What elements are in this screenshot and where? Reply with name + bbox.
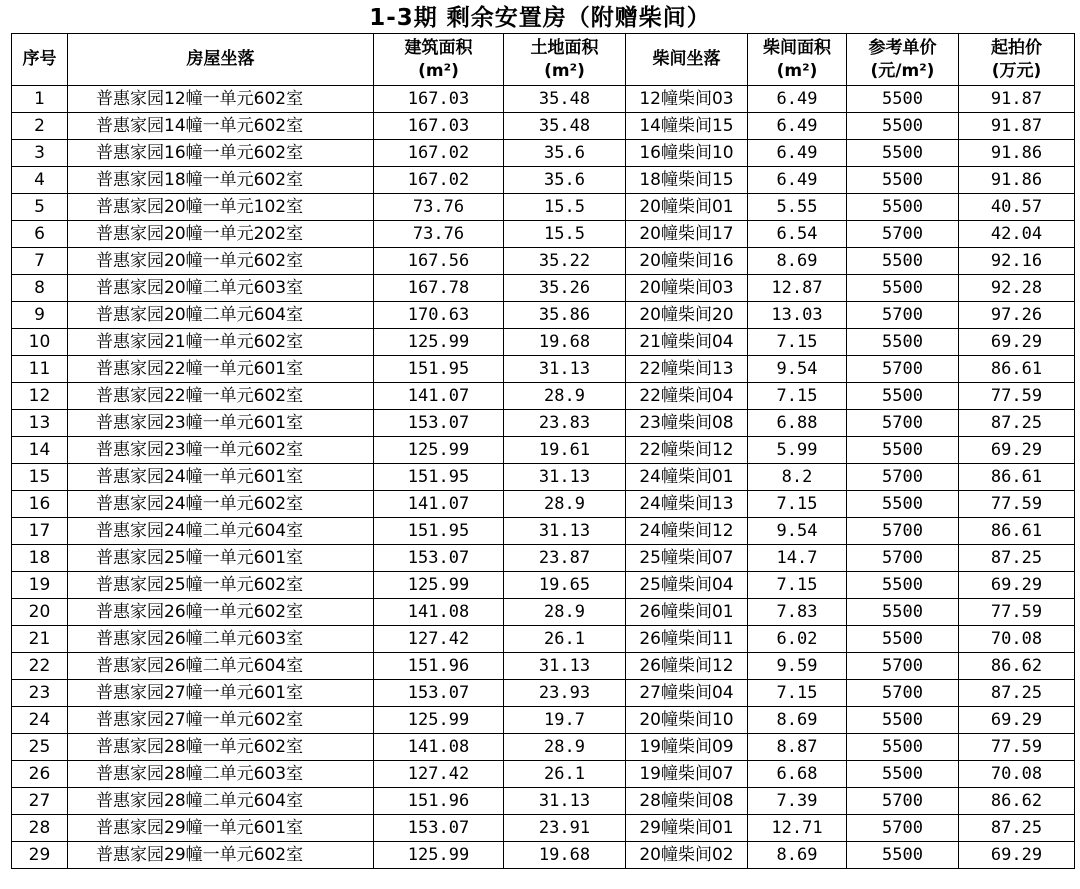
- cell-col-shed-location: 21幢柴间04: [626, 329, 748, 356]
- cell-col-shed-location: 24幢柴间12: [626, 518, 748, 545]
- cell-col-index: 15: [12, 464, 68, 491]
- cell-col-index: 19: [12, 572, 68, 599]
- table-row: [12, 167, 1075, 194]
- cell-col-land-area: 35.26: [504, 275, 626, 302]
- housing-table: [11, 33, 1075, 869]
- table-row: [12, 464, 1075, 491]
- cell-col-land-area: 19.7: [504, 707, 626, 734]
- table-row: [12, 221, 1075, 248]
- cell-col-shed-location: 20幢柴间16: [626, 248, 748, 275]
- cell-col-shed-area: 12.87: [748, 275, 847, 302]
- cell-col-building-area: 167.03: [374, 86, 504, 113]
- header-label: 土地面积: [530, 37, 599, 58]
- header-col-land-area: [504, 34, 626, 86]
- cell-col-building-area: 151.96: [374, 653, 504, 680]
- cell-col-shed-area: 6.88: [748, 410, 847, 437]
- cell-col-index: 22: [12, 653, 68, 680]
- cell-col-index: 20: [12, 599, 68, 626]
- cell-col-building-area: 73.76: [374, 221, 504, 248]
- cell-col-index: 29: [12, 842, 68, 869]
- cell-col-unit-price: 5500: [847, 167, 959, 194]
- cell-col-starting-price: 77.59: [959, 383, 1075, 410]
- cell-col-index: 21: [12, 626, 68, 653]
- cell-col-building-area: 167.02: [374, 140, 504, 167]
- cell-col-location: 普惠家园26幢二单元604室: [68, 653, 374, 680]
- table-row: [12, 437, 1075, 464]
- cell-col-unit-price: 5700: [847, 788, 959, 815]
- table-row: [12, 761, 1075, 788]
- table-row: [12, 626, 1075, 653]
- cell-col-index: 8: [12, 275, 68, 302]
- header-label: 建筑面积: [404, 37, 473, 58]
- cell-col-land-area: 26.1: [504, 626, 626, 653]
- cell-col-land-area: 35.48: [504, 86, 626, 113]
- cell-col-unit-price: 5500: [847, 140, 959, 167]
- table-row: [12, 302, 1075, 329]
- cell-col-shed-area: 14.7: [748, 545, 847, 572]
- table-row: [12, 248, 1075, 275]
- cell-col-land-area: 35.6: [504, 167, 626, 194]
- cell-col-starting-price: 92.16: [959, 248, 1075, 275]
- cell-col-starting-price: 87.25: [959, 680, 1075, 707]
- cell-col-shed-area: 9.59: [748, 653, 847, 680]
- cell-col-location: 普惠家园20幢二单元603室: [68, 275, 374, 302]
- cell-col-index: 17: [12, 518, 68, 545]
- table-row: [12, 734, 1075, 761]
- cell-col-shed-area: 6.49: [748, 167, 847, 194]
- cell-col-unit-price: 5700: [847, 518, 959, 545]
- header-col-location: [68, 34, 374, 86]
- table-row: [12, 383, 1075, 410]
- cell-col-shed-area: 8.69: [748, 842, 847, 869]
- cell-col-unit-price: 5500: [847, 626, 959, 653]
- header-unit: (元/m²): [870, 60, 935, 81]
- cell-col-location: 普惠家园16幢一单元602室: [68, 140, 374, 167]
- cell-col-unit-price: 5500: [847, 572, 959, 599]
- cell-col-shed-location: 20幢柴间03: [626, 275, 748, 302]
- cell-col-index: 1: [12, 86, 68, 113]
- cell-col-building-area: 151.95: [374, 518, 504, 545]
- table-row: [12, 788, 1075, 815]
- cell-col-location: 普惠家园23幢一单元602室: [68, 437, 374, 464]
- cell-col-shed-area: 9.54: [748, 518, 847, 545]
- cell-col-index: 9: [12, 302, 68, 329]
- header-col-index: [12, 34, 68, 86]
- cell-col-index: 23: [12, 680, 68, 707]
- cell-col-shed-location: 22幢柴间13: [626, 356, 748, 383]
- cell-col-shed-location: 20幢柴间20: [626, 302, 748, 329]
- cell-col-unit-price: 5500: [847, 86, 959, 113]
- cell-col-starting-price: 42.04: [959, 221, 1075, 248]
- cell-col-building-area: 167.56: [374, 248, 504, 275]
- cell-col-land-area: 31.13: [504, 653, 626, 680]
- cell-col-building-area: 125.99: [374, 329, 504, 356]
- header-label: 柴间坐落: [652, 49, 721, 69]
- cell-col-land-area: 15.5: [504, 194, 626, 221]
- cell-col-unit-price: 5700: [847, 356, 959, 383]
- cell-col-index: 25: [12, 734, 68, 761]
- cell-col-building-area: 170.63: [374, 302, 504, 329]
- cell-col-shed-area: 7.15: [748, 491, 847, 518]
- cell-col-index: 18: [12, 545, 68, 572]
- cell-col-shed-location: 25幢柴间04: [626, 572, 748, 599]
- cell-col-index: 5: [12, 194, 68, 221]
- cell-col-starting-price: 91.86: [959, 140, 1075, 167]
- cell-col-building-area: 127.42: [374, 626, 504, 653]
- cell-col-starting-price: 92.28: [959, 275, 1075, 302]
- cell-col-location: 普惠家园26幢二单元603室: [68, 626, 374, 653]
- cell-col-starting-price: 69.29: [959, 707, 1075, 734]
- cell-col-unit-price: 5500: [847, 734, 959, 761]
- cell-col-building-area: 73.76: [374, 194, 504, 221]
- cell-col-unit-price: 5500: [847, 329, 959, 356]
- cell-col-shed-location: 19幢柴间09: [626, 734, 748, 761]
- cell-col-land-area: 31.13: [504, 788, 626, 815]
- cell-col-unit-price: 5700: [847, 680, 959, 707]
- cell-col-location: 普惠家园26幢一单元602室: [68, 599, 374, 626]
- cell-col-unit-price: 5500: [847, 707, 959, 734]
- cell-col-unit-price: 5500: [847, 761, 959, 788]
- cell-col-location: 普惠家园22幢一单元602室: [68, 383, 374, 410]
- cell-col-starting-price: 86.62: [959, 653, 1075, 680]
- header-col-shed-location: [626, 34, 748, 86]
- cell-col-land-area: 31.13: [504, 518, 626, 545]
- cell-col-location: 普惠家园28幢一单元602室: [68, 734, 374, 761]
- cell-col-shed-location: 23幢柴间08: [626, 410, 748, 437]
- cell-col-land-area: 28.9: [504, 383, 626, 410]
- cell-col-unit-price: 5700: [847, 815, 959, 842]
- cell-col-shed-area: 7.15: [748, 383, 847, 410]
- header-col-building-area: [374, 34, 504, 86]
- cell-col-shed-location: 22幢柴间04: [626, 383, 748, 410]
- cell-col-location: 普惠家园28幢二单元603室: [68, 761, 374, 788]
- cell-col-shed-location: 26幢柴间01: [626, 599, 748, 626]
- cell-col-land-area: 35.48: [504, 113, 626, 140]
- cell-col-land-area: 35.6: [504, 140, 626, 167]
- cell-col-unit-price: 5700: [847, 464, 959, 491]
- cell-col-shed-location: 14幢柴间15: [626, 113, 748, 140]
- table-row: [12, 680, 1075, 707]
- cell-col-index: 16: [12, 491, 68, 518]
- cell-col-location: 普惠家园27幢一单元601室: [68, 680, 374, 707]
- cell-col-shed-location: 20幢柴间17: [626, 221, 748, 248]
- cell-col-index: 24: [12, 707, 68, 734]
- cell-col-location: 普惠家园25幢一单元601室: [68, 545, 374, 572]
- cell-col-building-area: 167.03: [374, 113, 504, 140]
- header-unit: (m²): [544, 60, 585, 81]
- cell-col-shed-location: 20幢柴间01: [626, 194, 748, 221]
- cell-col-building-area: 141.08: [374, 599, 504, 626]
- cell-col-shed-area: 8.69: [748, 707, 847, 734]
- header-row: [12, 34, 1075, 86]
- cell-col-land-area: 23.87: [504, 545, 626, 572]
- cell-col-unit-price: 5500: [847, 437, 959, 464]
- cell-col-building-area: 151.95: [374, 356, 504, 383]
- cell-col-land-area: 15.5: [504, 221, 626, 248]
- cell-col-starting-price: 69.29: [959, 329, 1075, 356]
- cell-col-shed-location: 26幢柴间11: [626, 626, 748, 653]
- cell-col-index: 7: [12, 248, 68, 275]
- cell-col-index: 28: [12, 815, 68, 842]
- cell-col-building-area: 125.99: [374, 437, 504, 464]
- cell-col-building-area: 153.07: [374, 545, 504, 572]
- cell-col-index: 27: [12, 788, 68, 815]
- cell-col-location: 普惠家园29幢一单元602室: [68, 842, 374, 869]
- header-unit: (m²): [776, 60, 818, 81]
- cell-col-location: 普惠家园20幢一单元202室: [68, 221, 374, 248]
- cell-col-index: 13: [12, 410, 68, 437]
- cell-col-shed-area: 7.15: [748, 572, 847, 599]
- cell-col-location: 普惠家园29幢一单元601室: [68, 815, 374, 842]
- cell-col-index: 11: [12, 356, 68, 383]
- cell-col-shed-area: 6.54: [748, 221, 847, 248]
- cell-col-location: 普惠家园12幢一单元602室: [68, 86, 374, 113]
- cell-col-location: 普惠家园20幢一单元602室: [68, 248, 374, 275]
- cell-col-unit-price: 5500: [847, 248, 959, 275]
- header-label: 参考单价: [868, 37, 937, 58]
- cell-col-shed-area: 13.03: [748, 302, 847, 329]
- table-row: [12, 194, 1075, 221]
- cell-col-land-area: 31.13: [504, 356, 626, 383]
- cell-col-unit-price: 5700: [847, 545, 959, 572]
- cell-col-land-area: 31.13: [504, 464, 626, 491]
- cell-col-building-area: 153.07: [374, 410, 504, 437]
- cell-col-location: 普惠家园14幢一单元602室: [68, 113, 374, 140]
- cell-col-location: 普惠家园24幢一单元602室: [68, 491, 374, 518]
- table-row: [12, 329, 1075, 356]
- cell-col-land-area: 19.65: [504, 572, 626, 599]
- table-row: [12, 113, 1075, 140]
- cell-col-shed-location: 20幢柴间10: [626, 707, 748, 734]
- header-col-unit-price: [847, 34, 959, 86]
- cell-col-location: 普惠家园28幢二单元604室: [68, 788, 374, 815]
- header-label: 柴间面积: [763, 37, 831, 58]
- cell-col-unit-price: 5500: [847, 383, 959, 410]
- cell-col-shed-area: 6.49: [748, 86, 847, 113]
- cell-col-starting-price: 86.61: [959, 518, 1075, 545]
- table-row: [12, 599, 1075, 626]
- cell-col-land-area: 26.1: [504, 761, 626, 788]
- cell-col-shed-area: 5.99: [748, 437, 847, 464]
- header-col-starting-price: [959, 34, 1075, 86]
- cell-col-unit-price: 5700: [847, 653, 959, 680]
- cell-col-building-area: 151.96: [374, 788, 504, 815]
- cell-col-building-area: 141.08: [374, 734, 504, 761]
- cell-col-shed-location: 25幢柴间07: [626, 545, 748, 572]
- cell-col-index: 4: [12, 167, 68, 194]
- cell-col-starting-price: 40.57: [959, 194, 1075, 221]
- cell-col-shed-area: 7.15: [748, 680, 847, 707]
- cell-col-shed-location: 12幢柴间03: [626, 86, 748, 113]
- cell-col-land-area: 23.91: [504, 815, 626, 842]
- cell-col-building-area: 127.42: [374, 761, 504, 788]
- cell-col-shed-area: 12.71: [748, 815, 847, 842]
- cell-col-building-area: 141.07: [374, 491, 504, 518]
- cell-col-location: 普惠家园27幢一单元602室: [68, 707, 374, 734]
- cell-col-building-area: 167.78: [374, 275, 504, 302]
- cell-col-shed-area: 6.49: [748, 113, 847, 140]
- cell-col-starting-price: 77.59: [959, 491, 1075, 518]
- cell-col-shed-area: 5.55: [748, 194, 847, 221]
- table-row: [12, 572, 1075, 599]
- cell-col-shed-area: 6.02: [748, 626, 847, 653]
- cell-col-land-area: 19.68: [504, 842, 626, 869]
- table-row: [12, 653, 1075, 680]
- cell-col-land-area: 35.86: [504, 302, 626, 329]
- cell-col-unit-price: 5500: [847, 113, 959, 140]
- cell-col-land-area: 28.9: [504, 734, 626, 761]
- cell-col-unit-price: 5700: [847, 302, 959, 329]
- cell-col-starting-price: 97.26: [959, 302, 1075, 329]
- cell-col-land-area: 23.93: [504, 680, 626, 707]
- cell-col-index: 12: [12, 383, 68, 410]
- table-row: [12, 815, 1075, 842]
- cell-col-starting-price: 91.86: [959, 167, 1075, 194]
- cell-col-starting-price: 77.59: [959, 599, 1075, 626]
- cell-col-unit-price: 5500: [847, 275, 959, 302]
- table-row: [12, 356, 1075, 383]
- cell-col-shed-area: 6.68: [748, 761, 847, 788]
- cell-col-shed-area: 8.69: [748, 248, 847, 275]
- table-row: [12, 518, 1075, 545]
- cell-col-building-area: 125.99: [374, 842, 504, 869]
- cell-col-location: 普惠家园18幢一单元602室: [68, 167, 374, 194]
- cell-col-unit-price: 5700: [847, 221, 959, 248]
- cell-col-starting-price: 70.08: [959, 626, 1075, 653]
- header-label: 房屋坐落: [186, 49, 255, 69]
- cell-col-unit-price: 5500: [847, 194, 959, 221]
- header-label: 起拍价: [991, 37, 1042, 58]
- cell-col-index: 6: [12, 221, 68, 248]
- cell-col-shed-area: 6.49: [748, 140, 847, 167]
- cell-col-index: 10: [12, 329, 68, 356]
- table-row: [12, 275, 1075, 302]
- cell-col-shed-location: 24幢柴间13: [626, 491, 748, 518]
- cell-col-starting-price: 70.08: [959, 761, 1075, 788]
- cell-col-building-area: 125.99: [374, 572, 504, 599]
- cell-col-land-area: 28.9: [504, 599, 626, 626]
- cell-col-index: 2: [12, 113, 68, 140]
- cell-col-shed-location: 16幢柴间10: [626, 140, 748, 167]
- cell-col-starting-price: 69.29: [959, 842, 1075, 869]
- cell-col-shed-area: 7.39: [748, 788, 847, 815]
- cell-col-shed-area: 8.2: [748, 464, 847, 491]
- header-unit: (m²): [418, 60, 459, 81]
- cell-col-building-area: 151.95: [374, 464, 504, 491]
- cell-col-location: 普惠家园25幢一单元602室: [68, 572, 374, 599]
- cell-col-building-area: 153.07: [374, 815, 504, 842]
- cell-col-shed-location: 24幢柴间01: [626, 464, 748, 491]
- table-row: [12, 86, 1075, 113]
- cell-col-building-area: 153.07: [374, 680, 504, 707]
- cell-col-shed-location: 19幢柴间07: [626, 761, 748, 788]
- cell-col-starting-price: 87.25: [959, 410, 1075, 437]
- header-label: 序号: [22, 49, 57, 69]
- cell-col-unit-price: 5500: [847, 491, 959, 518]
- cell-col-unit-price: 5500: [847, 599, 959, 626]
- cell-col-starting-price: 91.87: [959, 113, 1075, 140]
- header-unit: (万元): [991, 60, 1042, 81]
- cell-col-starting-price: 87.25: [959, 545, 1075, 572]
- table-row: [12, 545, 1075, 572]
- table-row: [12, 842, 1075, 869]
- table-row: [12, 410, 1075, 437]
- cell-col-building-area: 125.99: [374, 707, 504, 734]
- cell-col-building-area: 141.07: [374, 383, 504, 410]
- cell-col-shed-area: 7.15: [748, 329, 847, 356]
- cell-col-index: 26: [12, 761, 68, 788]
- cell-col-starting-price: 86.61: [959, 464, 1075, 491]
- cell-col-starting-price: 91.87: [959, 86, 1075, 113]
- cell-col-land-area: 35.22: [504, 248, 626, 275]
- cell-col-land-area: 28.9: [504, 491, 626, 518]
- cell-col-building-area: 167.02: [374, 167, 504, 194]
- cell-col-location: 普惠家园24幢二单元604室: [68, 518, 374, 545]
- table-body: [12, 86, 1075, 869]
- cell-col-location: 普惠家园22幢一单元601室: [68, 356, 374, 383]
- cell-col-index: 3: [12, 140, 68, 167]
- cell-col-shed-location: 29幢柴间01: [626, 815, 748, 842]
- cell-col-land-area: 23.83: [504, 410, 626, 437]
- cell-col-starting-price: 86.62: [959, 788, 1075, 815]
- page-title: 1-3期 剩余安置房（附赠柴间）: [369, 5, 711, 31]
- cell-col-unit-price: 5500: [847, 842, 959, 869]
- cell-col-index: 14: [12, 437, 68, 464]
- cell-col-location: 普惠家园20幢二单元604室: [68, 302, 374, 329]
- cell-col-shed-location: 22幢柴间12: [626, 437, 748, 464]
- table-row: [12, 140, 1075, 167]
- table-row: [12, 707, 1075, 734]
- cell-col-starting-price: 77.59: [959, 734, 1075, 761]
- cell-col-unit-price: 5700: [847, 410, 959, 437]
- cell-col-shed-location: 18幢柴间15: [626, 167, 748, 194]
- cell-col-starting-price: 69.29: [959, 572, 1075, 599]
- cell-col-location: 普惠家园20幢一单元102室: [68, 194, 374, 221]
- cell-col-starting-price: 69.29: [959, 437, 1075, 464]
- table-row: [12, 491, 1075, 518]
- cell-col-land-area: 19.68: [504, 329, 626, 356]
- cell-col-shed-location: 27幢柴间04: [626, 680, 748, 707]
- cell-col-shed-location: 20幢柴间02: [626, 842, 748, 869]
- cell-col-starting-price: 87.25: [959, 815, 1075, 842]
- cell-col-location: 普惠家园24幢一单元601室: [68, 464, 374, 491]
- cell-col-shed-location: 28幢柴间08: [626, 788, 748, 815]
- cell-col-location: 普惠家园23幢一单元601室: [68, 410, 374, 437]
- cell-col-location: 普惠家园21幢一单元602室: [68, 329, 374, 356]
- cell-col-shed-area: 7.83: [748, 599, 847, 626]
- cell-col-shed-location: 26幢柴间12: [626, 653, 748, 680]
- cell-col-shed-area: 8.87: [748, 734, 847, 761]
- cell-col-shed-area: 9.54: [748, 356, 847, 383]
- cell-col-land-area: 19.61: [504, 437, 626, 464]
- cell-col-starting-price: 86.61: [959, 356, 1075, 383]
- header-col-shed-area: [748, 34, 847, 86]
